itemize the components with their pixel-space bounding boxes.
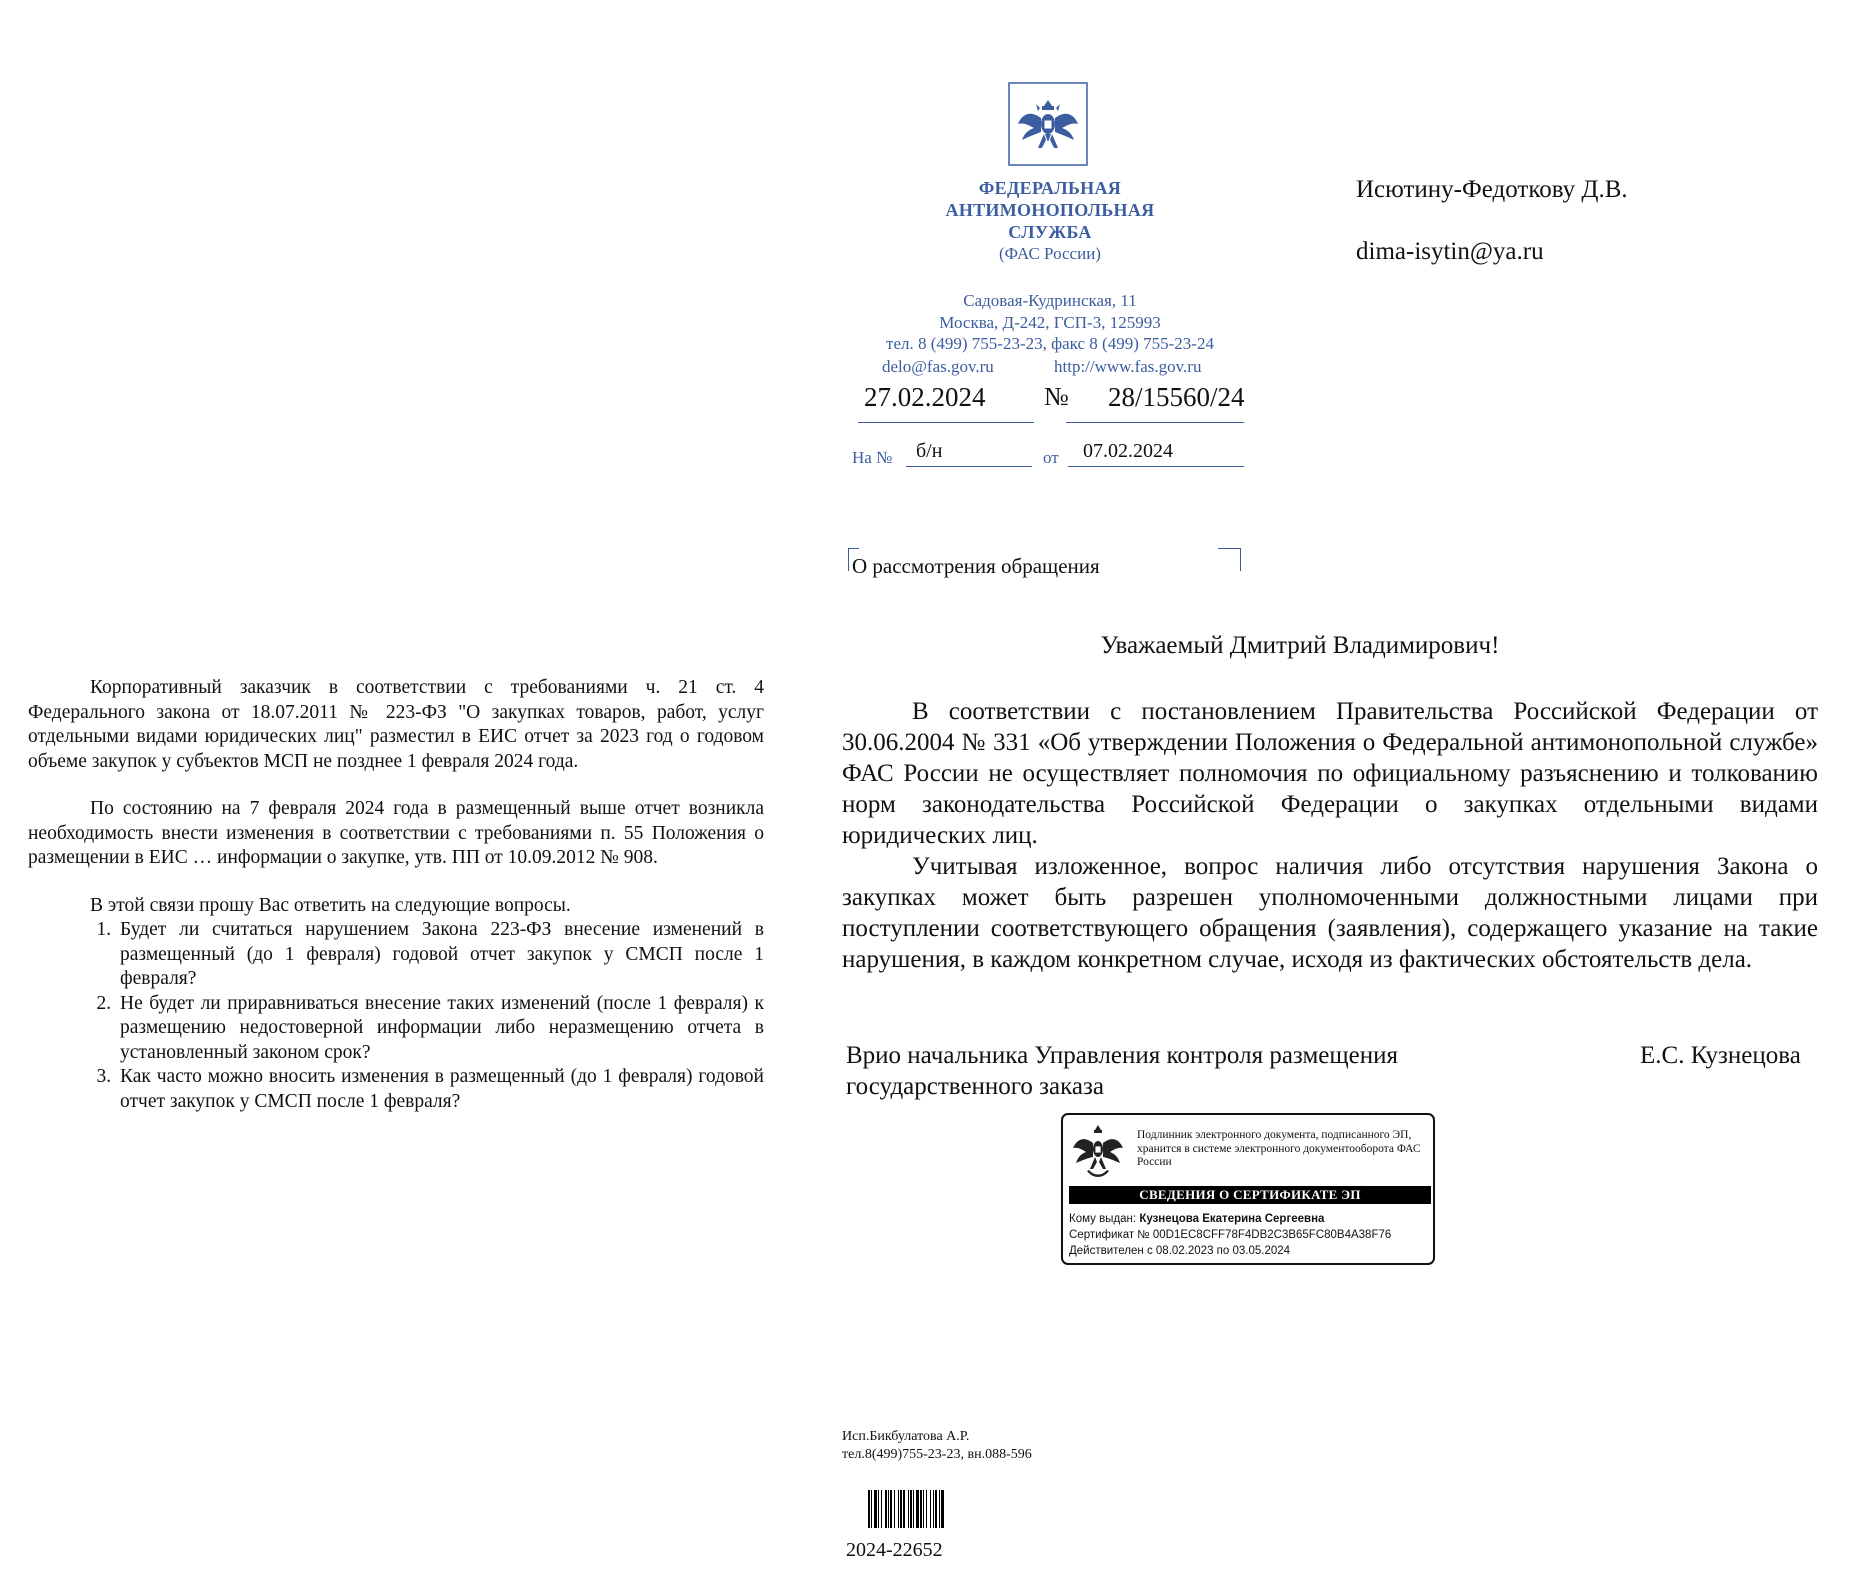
org-website-link[interactable]: http://www.fas.gov.ru [1054,357,1202,376]
request-question: 3. Как часто можно вносить изменения в размещенный (до 1 февраля) годовой отчет закупок у СМСП после 1 февраля? [116,1065,764,1114]
org-name-line: ФЕДЕРАЛЬНАЯ [978,178,1122,198]
reference-date-label: от [1043,448,1059,467]
barcode-icon [868,1490,992,1528]
certificate-owner-label: Кому выдан: [1069,1213,1137,1225]
date-underline [858,422,1034,423]
electronic-signature-stamp [1061,1113,1435,1265]
org-contacts [882,356,1262,377]
executor-name: Исп.Бикбулатова А.Р. [842,1429,970,1444]
addressee-name: Исютину-Федоткову Д.В. [1356,176,1628,203]
letter-subject: О рассмотрения обращения [852,554,1100,578]
request-paragraph-2: По состоянию на 7 февраля 2024 года в размещенный выше отчет возникла необходимость внести изменения в соответствии с требованиями п. 55 Положения о размещении в ЕИС … информации о закупке, утв. ПП от 10.09.2012 № 908. [28,798,764,868]
signatory-name: Е.С. Кузнецова [1640,1042,1801,1069]
phone-fax-line: тел. 8 (499) 755-23-23, факс 8 (499) 755-23-24 [886,334,1214,353]
double-headed-eagle-icon [1069,1121,1127,1185]
signatory-title-line: Врио начальника Управления контроля размещения [846,1042,1398,1069]
address-line: Садовая-Кудринская, 11 [963,291,1137,310]
org-name-line: АНТИМОНОПОЛЬНАЯ [945,200,1155,220]
certificate-owner: Кузнецова Екатерина Сергеевна [1139,1213,1325,1225]
addressee-email[interactable]: dima-isytin@ya.ru [1356,238,1544,265]
reference-date-underline [1068,466,1244,467]
outgoing-number: 28/15560/24 [1108,382,1245,412]
reference-number-underline [906,466,1032,467]
org-email-link[interactable]: delo@fas.gov.ru [882,357,994,376]
signatory-title-line: государственного заказа [846,1073,1104,1100]
reference-number-label: На № [852,448,893,467]
stamp-title-bar: СВЕДЕНИЯ О СЕРТИФИКАТЕ ЭП [1069,1186,1431,1204]
address-line: Москва, Д-242, ГСП-3, 125993 [939,312,1161,332]
certificate-number: Сертификат № 00D1EC8CFF78F4DB2C3B65FC80B4A38F76 [1069,1229,1392,1241]
request-question: 2. Не будет ли приравниваться внесение таких изменений (после 1 февраля) к размещению недостоверной информации либо неразмещению отчета в установленный законом срок? [116,992,764,1066]
body-paragraph-2: Учитывая изложенное, вопрос наличия либо отсутствия нарушения Закона о закупках может быть разрешен уполномоченными должностными лицами при поступлении соответствующего обращения (заявления), содержащего указание на такие нарушения, в каждом конкретном случае, исходя из фактических обстоятельств дела. [842,853,1818,973]
body-paragraph-1: В соответствии с постановлением Правительства Российской Федерации от 30.06.2004 № 331 «Об утверждении Положения о Федеральной антимонопольной службе» ФАС России не осуществляет полномочия по официальному разъяснению и толкованию норм законодательства Российской Федерации о закупках отдельными видами юридических лиц. [842,698,1818,849]
org-address [850,290,1250,355]
executor-info [842,1428,1032,1464]
addressee [1356,174,1628,268]
certificate-owner-row [1069,1211,1429,1227]
letter-body [842,696,1818,975]
executor-phone: тел.8(499)755-23-23, вн.088-596 [842,1447,1032,1462]
outgoing-date: 27.02.2024 [864,382,986,412]
double-headed-eagle-icon [1008,82,1088,166]
certificate-validity: Действителен с 08.02.2023 по 03.05.2024 [1069,1245,1291,1257]
stamp-header: Подлинник электронного документа, подписанного ЭП, хранится в системе электронного документооборота ФАС России [1137,1129,1421,1168]
incoming-request [28,676,764,1114]
subject-corner-right [1218,548,1241,571]
certificate-details [1069,1211,1429,1259]
org-short-name: (ФАС России) [999,244,1101,263]
number-sign: № [1044,382,1069,411]
org-name-line: СЛУЖБА [1008,222,1092,242]
number-underline [1066,422,1244,423]
request-questions-list [28,918,764,1114]
greeting: Уважаемый Дмитрий Владимирович! [1100,632,1500,659]
request-question: 1. Будет ли считаться нарушением Закона 223-ФЗ внесение изменений в размещенный (до 1 февраля) годовой отчет закупок у СМСП после 1 февраля? [116,918,764,992]
request-paragraph-1: Корпоративный заказчик в соответствии с требованиями ч. 21 ст. 4 Федерального закона от 18.07.2011 № 223-ФЗ "О закупках товаров, работ, услуг отдельными видами юридических лиц" разместил в ЕИС отчет за 2023 год о годовом объеме закупок у субъектов МСП не позднее 1 февраля 2024 года. [28,677,764,772]
reference-date: 07.02.2024 [1083,440,1173,462]
registry-number: 2024-22652 [846,1539,943,1561]
request-questions-intro: В этой связи прошу Вас ответить на следующие вопросы. [90,894,571,916]
organization-name [900,177,1200,265]
reference-number: б/н [916,440,943,462]
signatory-title [846,1040,1446,1102]
